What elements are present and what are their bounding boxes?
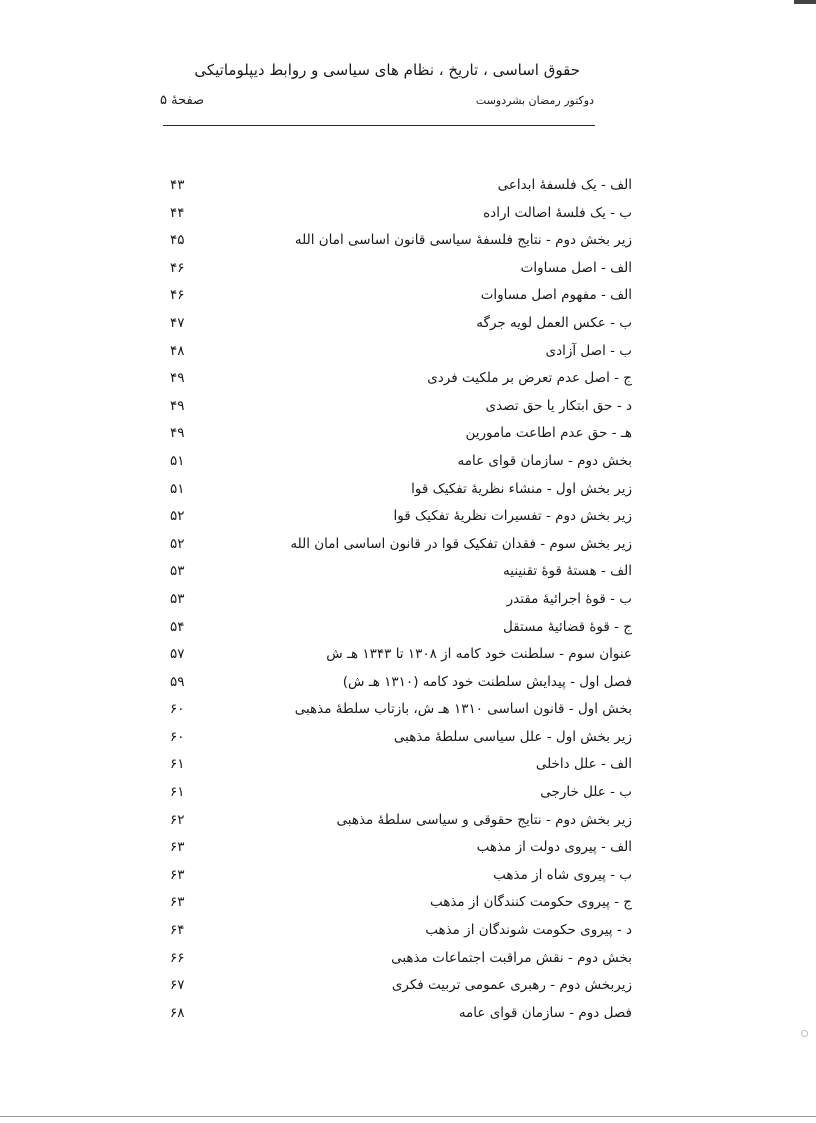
toc-entry-title: زیربخش دوم - رهبری عمومی تربیت فکری bbox=[391, 977, 632, 994]
toc-entry-title: ج - اصل عدم تعرض بر ملکیت فردی bbox=[427, 370, 632, 387]
toc-entry-title: زیر بخش اول - علل سیاسی سلطهٔ مذهبی bbox=[393, 728, 632, 745]
toc-entry-page: ۵۷ bbox=[170, 646, 185, 663]
toc-entry-title: ج - پیروی حکومت کنندگان از مذهب bbox=[429, 894, 632, 911]
toc-entry-page: ۴۷ bbox=[170, 314, 185, 331]
toc-entry-page: ۴۵ bbox=[170, 232, 185, 249]
toc-entry bbox=[170, 200, 632, 228]
toc-entry-page: ۵۳ bbox=[170, 590, 185, 607]
toc-entry bbox=[170, 255, 632, 283]
toc-entry-title: فصل اول - پیدایش سلطنت خود کامه (۱۳۱۰ هـ ش) bbox=[342, 673, 632, 690]
toc-entry-title: الف - یک فلسفهٔ ابداعی bbox=[497, 177, 632, 193]
scan-margin-mark bbox=[801, 1030, 808, 1037]
toc-entry-title: فصل دوم - سازمان قوای عامه bbox=[458, 1004, 632, 1021]
toc-entry-title: زیر بخش سوم - فقدان تفکیک قوا در قانون اساسی امان الله bbox=[290, 535, 632, 552]
toc-entry bbox=[170, 558, 632, 586]
toc-entry-page: ۴۹ bbox=[170, 397, 185, 414]
toc-entry-title: ب - علل خارجی bbox=[540, 784, 632, 801]
toc-entry bbox=[170, 972, 632, 1000]
toc-entry-page: ۶۳ bbox=[170, 866, 185, 883]
toc-entry-title: الف - علل داخلی bbox=[535, 756, 632, 773]
toc-entry-title: الف - پیروی دولت از مذهب bbox=[476, 839, 632, 856]
toc-entry bbox=[170, 917, 632, 945]
toc-entry-title: الف - اصل مساوات bbox=[520, 259, 632, 276]
toc-entry bbox=[170, 834, 632, 862]
toc-entry-title: عنوان سوم - سلطنت خود کامه از ۱۳۰۸ تا ۱۳۴۳ هـ ش bbox=[326, 646, 632, 663]
toc-entry-title: د - حق ابتکار یا حق تصدی bbox=[485, 397, 632, 414]
toc-entry bbox=[170, 807, 632, 835]
toc-entry bbox=[170, 614, 632, 642]
toc-entry bbox=[170, 282, 632, 310]
toc-entry-page: ۴۶ bbox=[170, 259, 185, 276]
toc-entry-title: ب - اصل آزادی bbox=[545, 342, 632, 359]
toc-entry-page: ۶۱ bbox=[170, 784, 185, 801]
toc-entry-page: ۶۰ bbox=[170, 728, 185, 745]
author-name: دوکتور رمضان بشردوست bbox=[475, 94, 594, 107]
toc-entry bbox=[170, 448, 632, 476]
table-of-contents bbox=[170, 172, 632, 1027]
toc-entry bbox=[170, 227, 632, 255]
toc-entry bbox=[170, 586, 632, 614]
toc-entry bbox=[170, 862, 632, 890]
toc-entry-title: الف - هستهٔ قوهٔ تقنینیه bbox=[503, 563, 632, 580]
toc-entry-title: ب - یک فلسهٔ اصالت اراده bbox=[483, 204, 632, 221]
toc-entry bbox=[170, 420, 632, 448]
toc-entry-title: ب - پیروی شاه از مذهب bbox=[493, 866, 632, 883]
toc-entry-page: ۵۱ bbox=[170, 480, 185, 497]
page-number-label: صفحهٔ ۵ bbox=[160, 93, 205, 108]
toc-entry-page: ۵۹ bbox=[170, 673, 185, 690]
toc-entry-page: ۵۱ bbox=[170, 452, 185, 469]
toc-entry bbox=[170, 669, 632, 697]
toc-entry-page: ۶۸ bbox=[170, 1004, 185, 1021]
toc-entry bbox=[170, 393, 632, 421]
scan-bottom-edge bbox=[0, 1116, 816, 1117]
toc-entry-page: ۶۱ bbox=[170, 756, 185, 773]
toc-entry-title: بخش دوم - سازمان قوای عامه bbox=[457, 452, 632, 469]
toc-entry-title: زیر بخش دوم - نتایج حقوقی و سیاسی سلطهٔ مذهبی bbox=[336, 811, 632, 828]
toc-entry-page: ۴۶ bbox=[170, 287, 185, 304]
toc-entry-title: الف - مفهوم اصل مساوات bbox=[480, 287, 632, 304]
toc-entry-page: ۴۹ bbox=[170, 425, 185, 442]
toc-entry-page: ۶۶ bbox=[170, 949, 185, 966]
toc-entry-title: زیر بخش دوم - نتایج فلسفهٔ سیاسی قانون اساسی امان الله bbox=[294, 232, 632, 249]
toc-entry-page: ۴۳ bbox=[170, 177, 185, 193]
toc-entry-title: ج - قوهٔ قضائیهٔ مستقل bbox=[503, 618, 632, 635]
toc-entry-page: ۶۳ bbox=[170, 894, 185, 911]
toc-entry-page: ۵۲ bbox=[170, 508, 185, 525]
toc-entry-page: ۶۰ bbox=[170, 701, 185, 718]
toc-entry bbox=[170, 724, 632, 752]
toc-entry-title: ب - قوهٔ اجرائیهٔ مقتدر bbox=[506, 590, 632, 607]
toc-entry-page: ۴۴ bbox=[170, 204, 185, 221]
toc-entry bbox=[170, 310, 632, 338]
toc-entry bbox=[170, 945, 632, 973]
toc-entry-page: ۶۳ bbox=[170, 839, 185, 856]
toc-entry-title: بخش دوم - نقش مراقبت اجتماعات مذهبی bbox=[391, 949, 632, 966]
toc-entry bbox=[170, 779, 632, 807]
toc-entry-page: ۴۸ bbox=[170, 342, 185, 359]
toc-entry bbox=[170, 338, 632, 366]
toc-entry bbox=[170, 696, 632, 724]
toc-entry-title: زیر بخش دوم - تفسیرات نظریهٔ تفکیک قوا bbox=[393, 508, 632, 525]
toc-entry bbox=[170, 476, 632, 504]
toc-entry bbox=[170, 531, 632, 559]
toc-entry bbox=[170, 365, 632, 393]
toc-entry bbox=[170, 889, 632, 917]
toc-entry-page: ۵۴ bbox=[170, 618, 185, 635]
toc-entry bbox=[170, 172, 632, 200]
toc-entry-title: د - پیروی حکومت شوندگان از مذهب bbox=[425, 922, 632, 939]
toc-entry bbox=[170, 751, 632, 779]
toc-entry bbox=[170, 1000, 632, 1028]
toc-entry-page: ۶۷ bbox=[170, 977, 185, 994]
toc-entry bbox=[170, 503, 632, 531]
toc-entry-page: ۵۲ bbox=[170, 535, 185, 552]
header-divider bbox=[163, 125, 595, 126]
toc-entry-page: ۶۲ bbox=[170, 811, 185, 828]
book-title: حقوق اساسی ، تاریخ ، نظام های سیاسی و روابط دیپلوماتیکی bbox=[194, 61, 580, 79]
toc-entry-title: ب - عکس العمل لویه جرگه bbox=[476, 314, 632, 331]
toc-entry bbox=[170, 641, 632, 669]
toc-entry-title: بخش اول - قانون اساسی ۱۳۱۰ هـ ش، بازتاب سلطهٔ مذهبی bbox=[294, 701, 632, 718]
toc-entry-title: هـ - حق عدم اطاعت مامورین bbox=[465, 425, 632, 442]
toc-entry-title: زیر بخش اول - منشاء نظریهٔ تفکیک قوا bbox=[411, 480, 632, 497]
toc-entry-page: ۵۳ bbox=[170, 563, 185, 580]
toc-entry-page: ۶۴ bbox=[170, 922, 185, 939]
toc-entry-page: ۴۹ bbox=[170, 370, 185, 387]
scan-corner-mark bbox=[794, 0, 816, 4]
